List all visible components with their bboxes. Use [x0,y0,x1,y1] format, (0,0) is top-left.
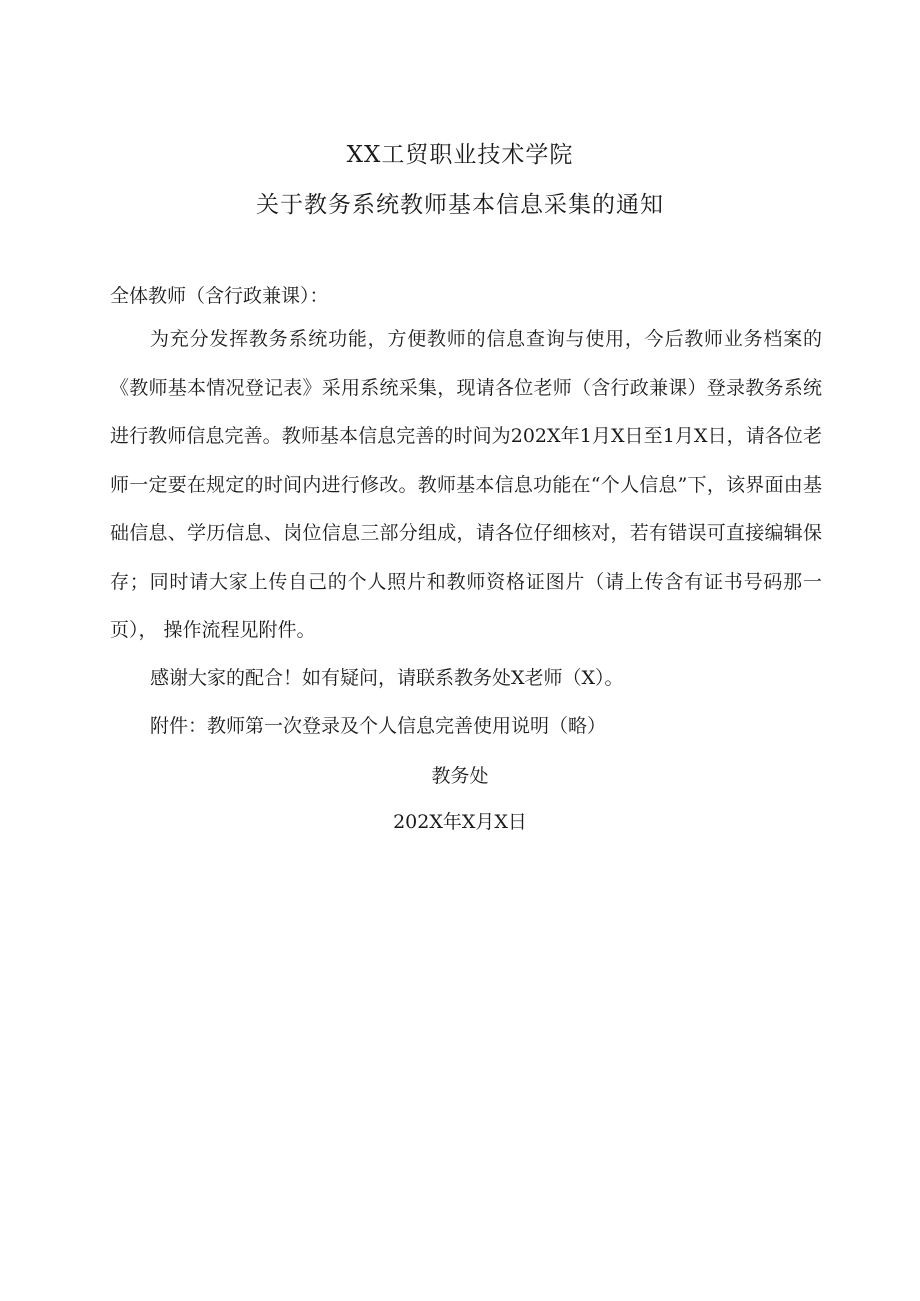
document-title-institution: XX工贸职业技术学院 [346,142,574,168]
notice-body-paragraph: 为充分发挥教务系统功能，方便教师的信息查询与使用，今后教师业务档案的《教师基本情况登记表》采用系统采集，现请各位老师（含行政兼课）登录教务系统进行教师信息完善。教师基本信息完善的时间为202X年1月X日至1月X日，请各位老师一定要在规定的时间内进行修改。教师基本信息功能在“个人信息”下，该界面由基础信息、学历信息、岗位信息三部分组成，请各位仔细核对，若有错误可直接编辑保存；同时请大家上传自己的个人照片和教师资格证图片（请上传含有证书号码那一页）， 操作流程见附件。 [110,328,822,641]
document-title-subject: 关于教务系统教师基本信息采集的通知 [256,192,664,218]
signature-date: 202X年X月X日 [393,811,527,833]
salutation: 全体教师（含行政兼课）： [110,285,329,307]
thanks-paragraph: 感谢大家的配合！如有疑问，请联系教务处X老师（X）。 [150,667,624,689]
signature-department: 教务处 [431,765,489,787]
attachment-paragraph: 附件：教师第一次登录及个人信息完善使用说明（略） [150,715,607,737]
